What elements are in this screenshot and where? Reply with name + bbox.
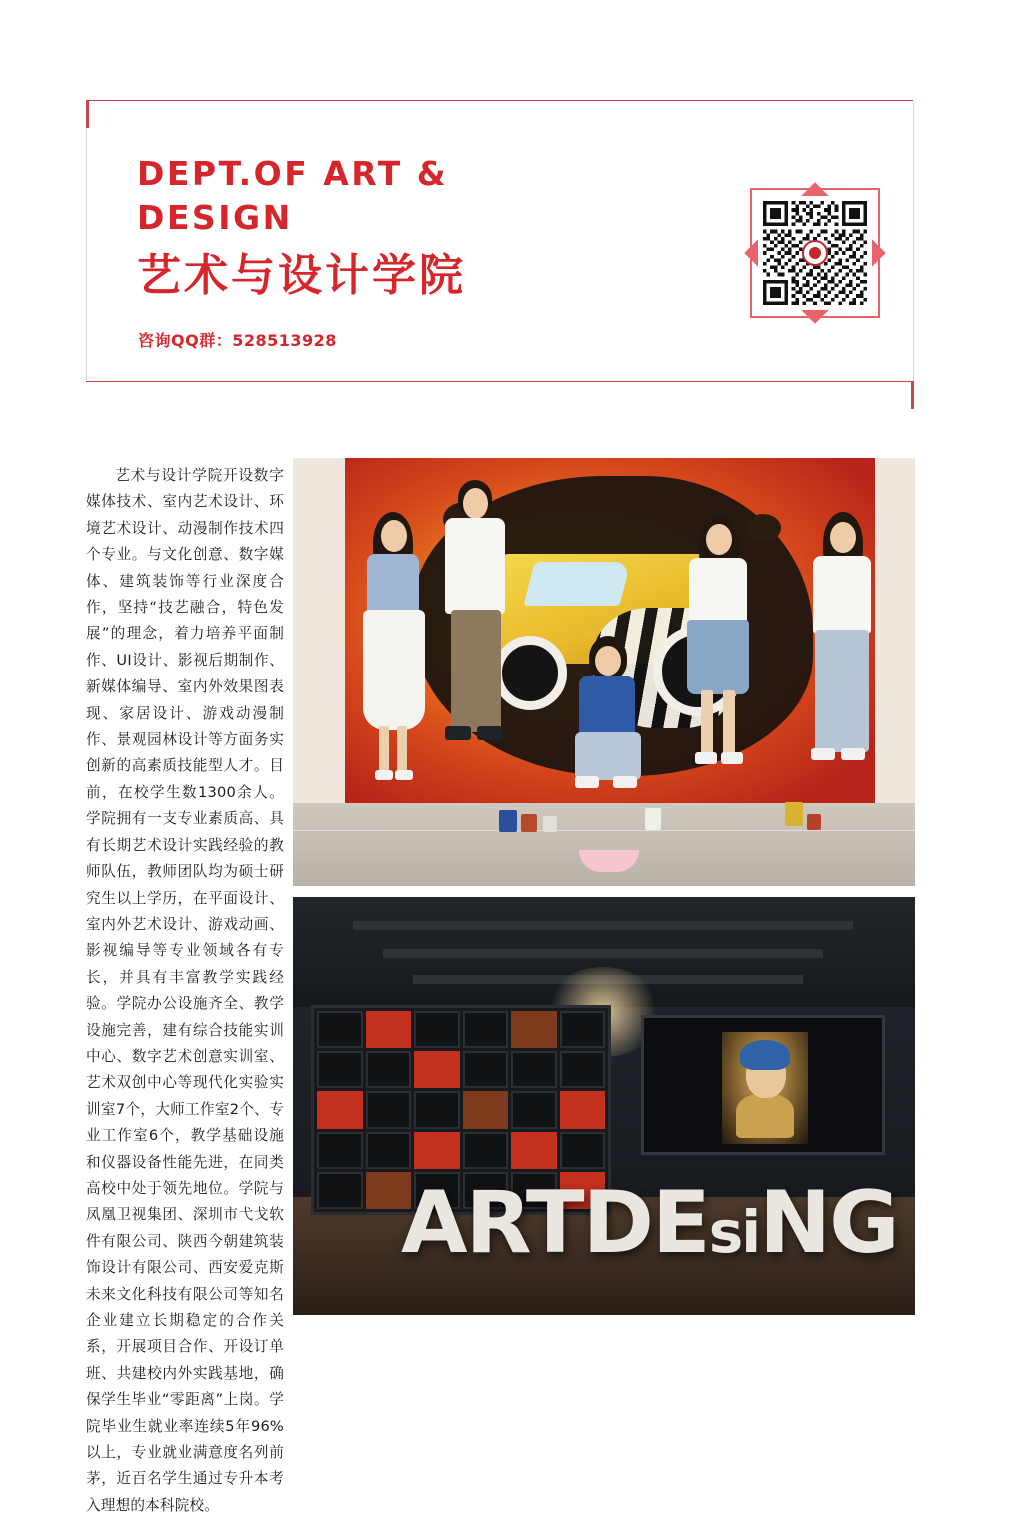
paint-can-orange bbox=[807, 814, 821, 830]
letters-main: ARTDE bbox=[401, 1173, 709, 1273]
mural-painting-photo bbox=[293, 458, 915, 886]
header-corner-tick-right bbox=[911, 381, 914, 409]
header-bottom-rule bbox=[86, 381, 914, 382]
title-english-line-1: DEPT.OF ART & bbox=[137, 154, 448, 193]
girl-with-pearl-earring-artwork bbox=[722, 1032, 808, 1144]
paint-can-white bbox=[543, 816, 557, 832]
mural-wall-edge-right bbox=[875, 458, 915, 803]
title-english-line-2: DESIGN bbox=[137, 198, 293, 237]
qr-center-logo-icon bbox=[802, 240, 828, 266]
mural-wheel-front bbox=[493, 636, 567, 710]
letters-small: si bbox=[708, 1198, 760, 1266]
artdesing-3d-letters bbox=[401, 1173, 898, 1283]
letters-tail: NG bbox=[759, 1173, 898, 1273]
paint-can-red bbox=[521, 814, 537, 832]
page-title-chinese: 艺术与设计学院 bbox=[137, 250, 466, 301]
department-description-paragraph: 艺术与设计学院开设数字媒体技术、室内艺术设计、环境艺术设计、动漫制作技术四个专业。与文化创意、数字媒体、建筑装饰等行业深度合作，坚持“技艺融合，特色发展”的理念，着力培养平面制作、UI设计、影视后期制作、新媒体编导、室内外效果图表现、家居设计、游戏动漫制作、景观园林设计等方面务实创新的高素质技能型人才。目前，在校学生数1300余人。学院拥有一支专业素质高、具有长期艺术设计实践经验的教师队伍，教师团队均为硕士研究生以上学历，在平面设计、室内外艺术设计、游戏动画、影视编导等专业领域各有专长，并具有丰富教学实践经验。学院办公设施齐全、教学设施完善，建有综合技能实训中心、数字艺术创意实训室、艺术双创中心等现代化实验实训室7个，大师工作室2个、专业工作室6个，教学基础设施和仪器设备性能先进，在同类高校中处于领先地位。学院与凤凰卫视集团、深圳市弋戈软件有限公司、陕西今朝建筑装饰设计有限公司、西安爱克斯未来文化科技有限公司等知名企业建立长期稳定的合作关系，开展项目合作、开设订单班、共建校内外实践基地，确保学生毕业“零距离”上岗。学院毕业生就业率连续5年96%以上，专业就业满意度名列前茅，近百名学生通过专升本考入理想的本科院校。 bbox=[86, 467, 284, 1514]
paint-can-cream bbox=[645, 808, 661, 830]
ceiling-beam-1 bbox=[353, 921, 853, 930]
photo-ground bbox=[293, 803, 915, 886]
header-corner-tick-left bbox=[86, 100, 89, 128]
art-design-studio-photo bbox=[293, 897, 915, 1315]
artwork-turban bbox=[740, 1040, 790, 1070]
photo-ground-line bbox=[293, 830, 915, 831]
artwork-collar bbox=[736, 1094, 794, 1138]
header-right-vertical-rule bbox=[913, 100, 914, 381]
ceiling-beam-2 bbox=[383, 949, 823, 958]
mural-wall-edge-left bbox=[293, 458, 345, 803]
header-left-vertical-rule bbox=[86, 128, 87, 381]
mural-car-window bbox=[524, 562, 631, 606]
wall-display-screen bbox=[641, 1015, 885, 1155]
mural-blob-2 bbox=[745, 514, 781, 542]
qq-group-label: 咨询QQ群：528513928 bbox=[138, 331, 337, 350]
header-top-rule bbox=[86, 100, 914, 101]
qr-code-badge[interactable] bbox=[744, 182, 886, 324]
paint-can-blue bbox=[499, 810, 517, 832]
paint-can-yellow bbox=[785, 802, 803, 826]
page-title-english bbox=[137, 152, 617, 240]
